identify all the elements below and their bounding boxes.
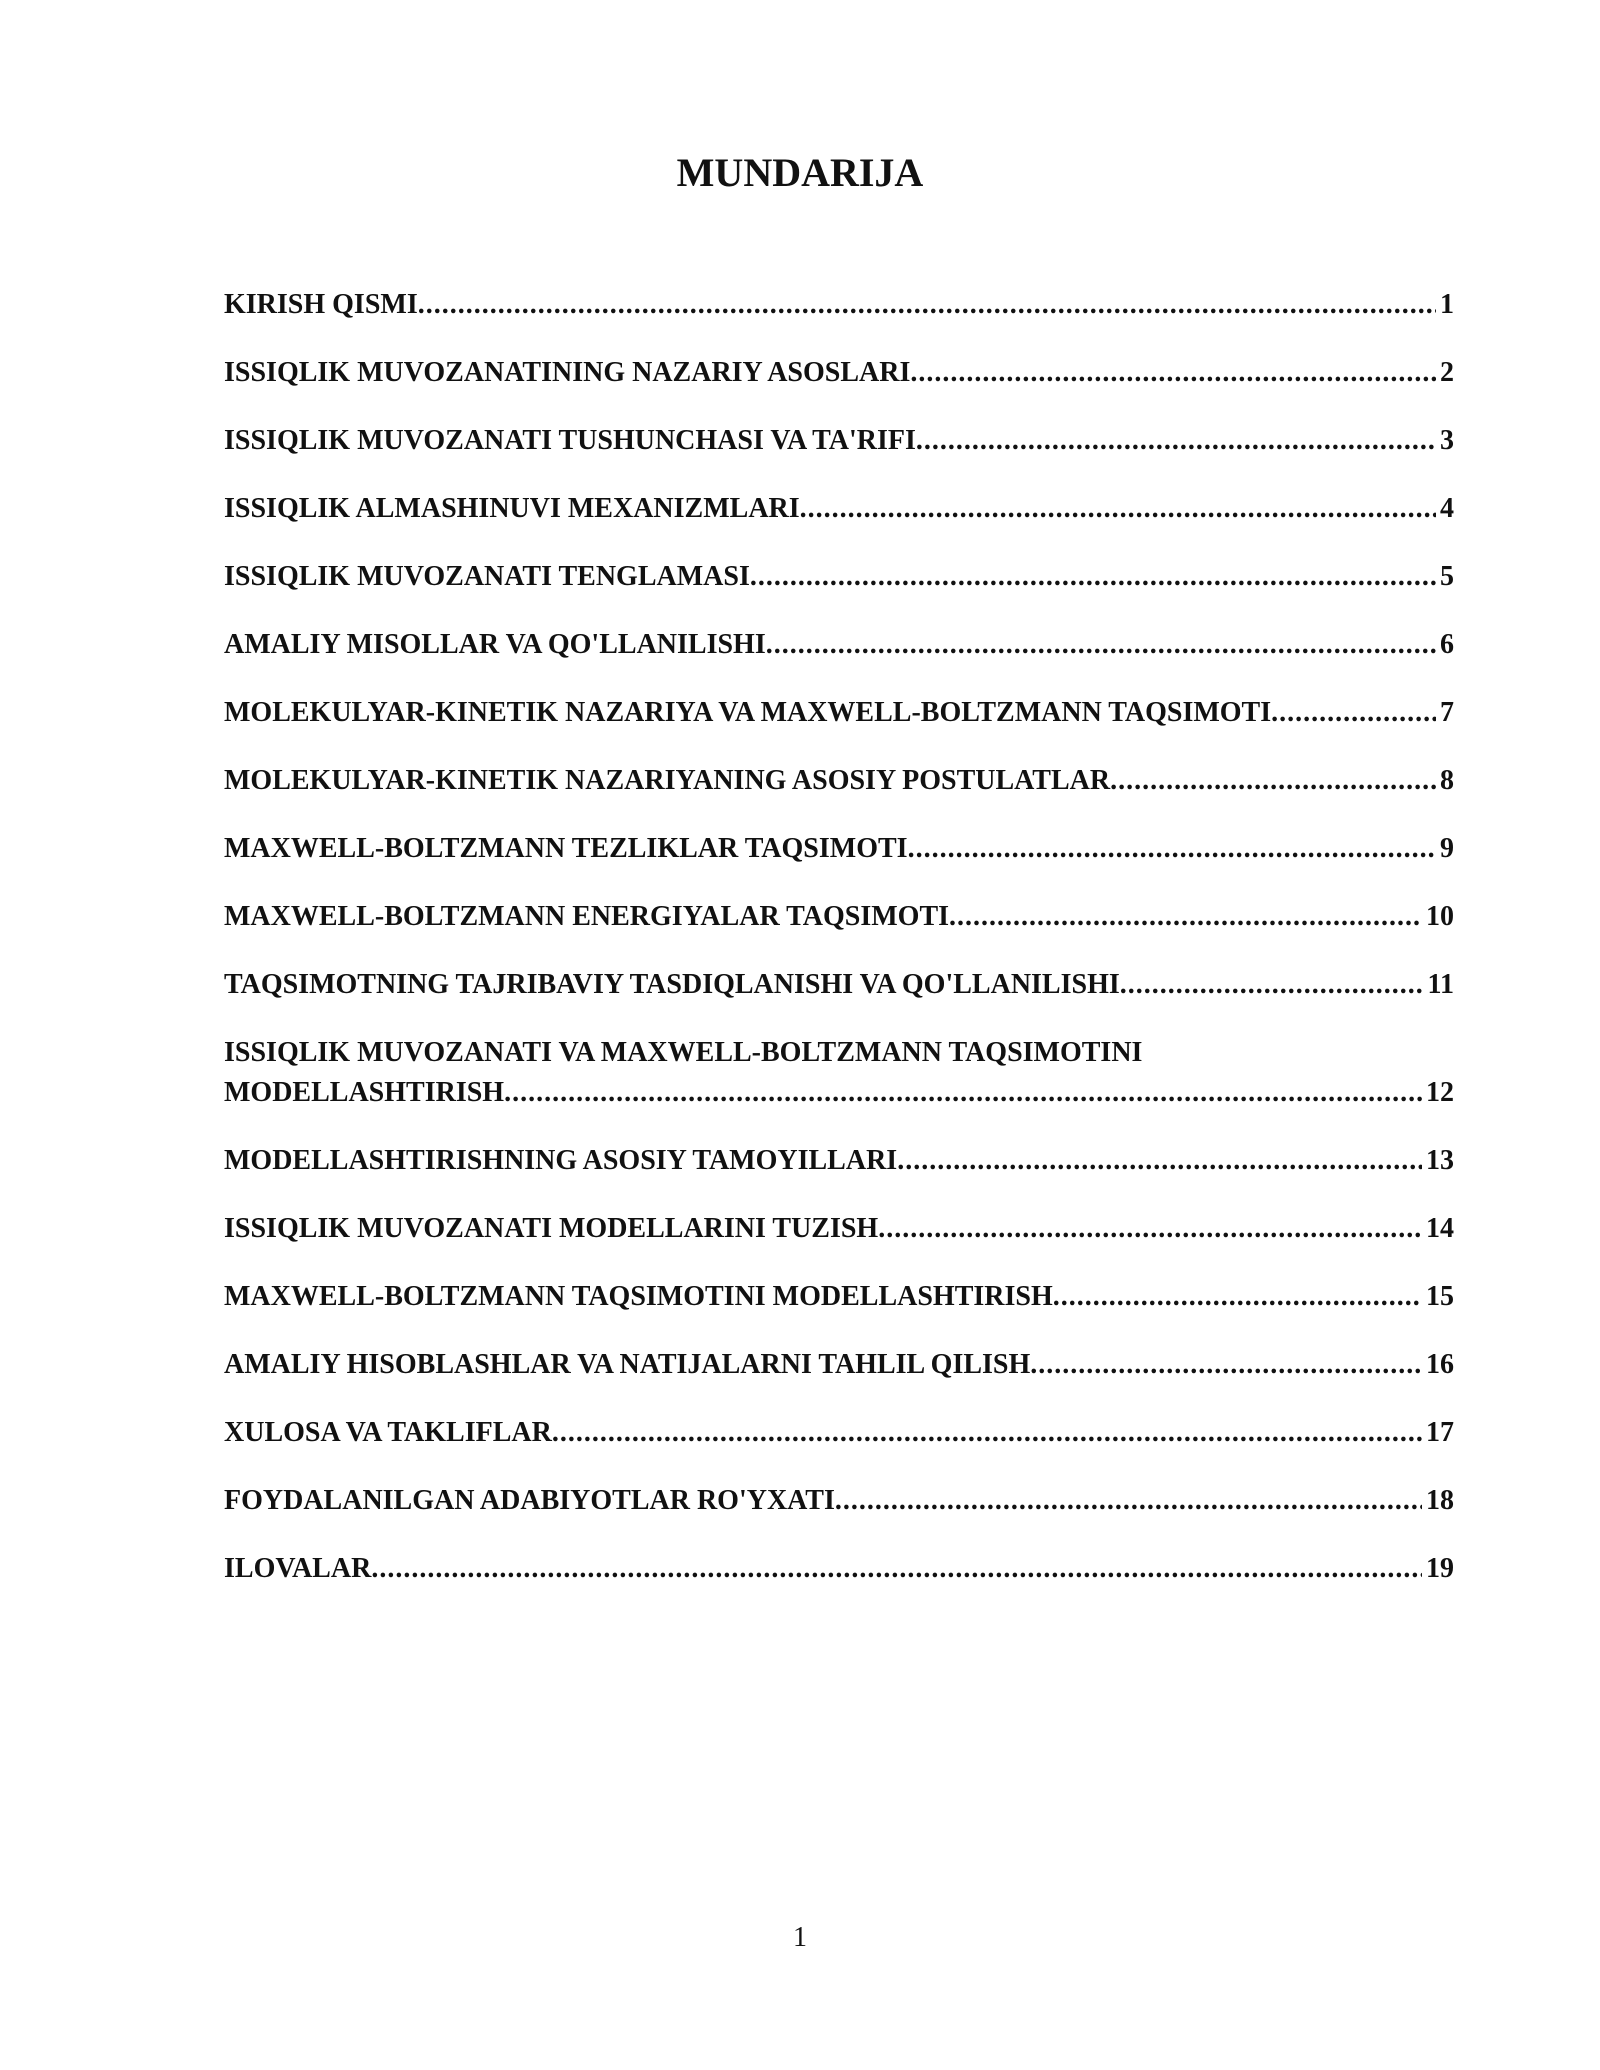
toc-entry-label: MAXWELL-BOLTZMANN TAQSIMOTINI MODELLASHTIRISH: [224, 1281, 1053, 1312]
toc-entry-page: 3: [1440, 425, 1454, 456]
toc-entry[interactable]: [224, 625, 1454, 665]
toc-entry-label: KIRISH QISMI: [224, 289, 418, 320]
toc-leader-dots: [1030, 1345, 1422, 1385]
toc-entry[interactable]: [224, 421, 1454, 461]
toc-leader-dots: [800, 489, 1436, 529]
toc-leader-dots: [371, 1549, 1422, 1589]
toc-entry-label: AMALIY MISOLLAR VA QO'LLANILISHI: [224, 629, 766, 660]
toc-entry-label: FOYDALANILGAN ADABIYOTLAR RO'YXATI: [224, 1485, 835, 1516]
table-of-contents: [224, 285, 1454, 1617]
toc-entry-page: 13: [1426, 1145, 1454, 1176]
toc-entry[interactable]: [224, 557, 1454, 597]
toc-entry-page: 17: [1426, 1417, 1454, 1448]
toc-entry-page: 14: [1426, 1213, 1454, 1244]
toc-entry[interactable]: [224, 1413, 1454, 1453]
toc-entry-label-line1: ISSIQLIK MUVOZANATI VA MAXWELL-BOLTZMANN TAQSIMOTINI: [224, 1037, 1143, 1068]
toc-entry-label: ILOVALAR: [224, 1553, 372, 1584]
toc-leader-dots: [1271, 693, 1436, 733]
toc-entry-page: 4: [1440, 493, 1454, 524]
toc-entry-page: 2: [1440, 357, 1454, 388]
toc-leader-dots: [552, 1413, 1422, 1453]
toc-entry[interactable]: [224, 1345, 1454, 1385]
toc-entry-page: 6: [1440, 629, 1454, 660]
toc-entry-page: 19: [1426, 1553, 1454, 1584]
toc-entry[interactable]: [224, 489, 1454, 529]
toc-entry-label: MOLEKULYAR-KINETIK NAZARIYA VA MAXWELL-BOLTZMANN TAQSIMOTI: [224, 697, 1272, 728]
toc-leader-dots: [916, 421, 1436, 461]
toc-entry[interactable]: [224, 693, 1454, 733]
toc-entry-page: 10: [1426, 901, 1454, 932]
toc-entry-label: MOLEKULYAR-KINETIK NAZARIYANING ASOSIY POSTULATLAR: [224, 765, 1111, 796]
toc-entry-label: ISSIQLIK MUVOZANATINING NAZARIY ASOSLARI: [224, 357, 911, 388]
toc-leader-dots: [418, 285, 1436, 325]
toc-leader-dots: [504, 1073, 1422, 1113]
toc-entry-page: 5: [1440, 561, 1454, 592]
toc-entry-label: TAQSIMOTNING TAJRIBAVIY TASDIQLANISHI VA QO'LLANILISHI: [224, 969, 1120, 1000]
toc-entry[interactable]: [224, 1481, 1454, 1521]
toc-entry-label: MODELLASHTIRISH: [224, 1077, 505, 1108]
toc-leader-dots: [910, 353, 1436, 393]
toc-leader-dots: [908, 829, 1436, 869]
toc-entry-page: 12: [1426, 1077, 1454, 1108]
toc-entry-label: ISSIQLIK MUVOZANATI MODELLARINI TUZISH: [224, 1213, 879, 1244]
toc-leader-dots: [897, 1141, 1422, 1181]
toc-leader-dots: [750, 557, 1436, 597]
toc-entry[interactable]: [224, 1033, 1454, 1113]
toc-entry[interactable]: [224, 285, 1454, 325]
toc-entry-label: ISSIQLIK MUVOZANATI TUSHUNCHASI VA TA'RIFI: [224, 425, 916, 456]
toc-entry-label: ISSIQLIK ALMASHINUVI MEXANIZMLARI: [224, 493, 800, 524]
toc-entry-page: 18: [1426, 1485, 1454, 1516]
toc-leader-dots: [766, 625, 1436, 665]
toc-entry-page: 9: [1440, 833, 1454, 864]
toc-entry-page: 11: [1427, 969, 1454, 1000]
toc-entry[interactable]: [224, 829, 1454, 869]
toc-entry-page: 1: [1440, 289, 1454, 320]
toc-entry[interactable]: [224, 1209, 1454, 1249]
toc-entry-label: XULOSA VA TAKLIFLAR: [224, 1417, 552, 1448]
toc-entry[interactable]: [224, 1277, 1454, 1317]
toc-entry-label: MAXWELL-BOLTZMANN ENERGIYALAR TAQSIMOTI: [224, 901, 950, 932]
toc-leader-dots: [1120, 965, 1424, 1005]
toc-entry-label: AMALIY HISOBLASHLAR VA NATIJALARNI TAHLIL QILISH: [224, 1349, 1031, 1380]
toc-leader-dots: [835, 1481, 1422, 1521]
toc-entry-page: 15: [1426, 1281, 1454, 1312]
toc-entry[interactable]: [224, 965, 1454, 1005]
toc-entry-page: 8: [1440, 765, 1454, 796]
toc-entry[interactable]: [224, 1141, 1454, 1181]
toc-entry[interactable]: [224, 761, 1454, 801]
toc-entry-label: MODELLASHTIRISHNING ASOSIY TAMOYILLARI: [224, 1145, 898, 1176]
toc-entry[interactable]: [224, 1549, 1454, 1589]
toc-entry-label: MAXWELL-BOLTZMANN TEZLIKLAR TAQSIMOTI: [224, 833, 908, 864]
page-number: 1: [793, 1922, 807, 1953]
toc-leader-dots: [949, 897, 1422, 937]
toc-leader-dots: [1110, 761, 1436, 801]
toc-entry-page: 7: [1440, 697, 1454, 728]
toc-entry-page: 16: [1426, 1349, 1454, 1380]
toc-leader-dots: [1053, 1277, 1422, 1317]
toc-entry-line2: [224, 1073, 1454, 1113]
toc-leader-dots: [878, 1209, 1422, 1249]
page-title: MUNDARIJA: [676, 150, 924, 195]
toc-entry[interactable]: [224, 353, 1454, 393]
toc-entry-label: ISSIQLIK MUVOZANATI TENGLAMASI: [224, 561, 750, 592]
toc-entry[interactable]: [224, 897, 1454, 937]
